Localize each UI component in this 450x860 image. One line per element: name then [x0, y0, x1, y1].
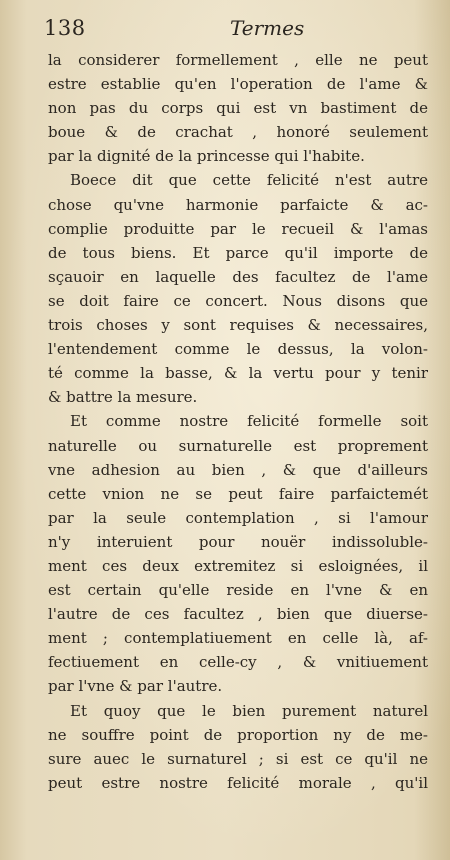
text-line: la considerer formellement , elle ne peut [48, 51, 428, 69]
text-line: trois choses y sont requises & necessaires, [48, 316, 428, 335]
text-line: de tous biens. Et parce qu'il importe de [48, 243, 428, 262]
text-line: par la seule contemplation , si l'amour [48, 508, 428, 527]
body-text [48, 48, 428, 795]
text-line: boue & de crachat , honoré seulement [48, 123, 428, 142]
text-line: peut estre nostre felicité morale , qu'il [48, 773, 428, 792]
text-line: n'y interuient pour nouër indissoluble- [48, 532, 428, 551]
text-line: sure auec le surnaturel ; si est ce qu'il ne [48, 749, 428, 768]
text-line: non pas du corps qui est vn bastiment de [48, 99, 428, 118]
text-line: Et quoy que le bien purement naturel [70, 701, 428, 720]
text-line: Et comme nostre felicité formelle soit [70, 412, 428, 431]
page-number: 138 [44, 16, 86, 40]
text-line: té comme la basse, & la vertu pour y tenir [48, 364, 428, 383]
text-line: naturelle ou surnaturelle est proprement [48, 436, 428, 455]
text-line: estre establie qu'en l'operation de l'ame & [48, 75, 428, 94]
text-line: ment ces deux extremitez si esloignées, il [48, 556, 428, 575]
text-line: vne adhesion au bien , & que d'ailleurs [48, 460, 428, 479]
running-title: Termes [230, 16, 305, 40]
text-line: sçauoir en laquelle des facultez de l'ame [48, 267, 428, 286]
text-line: se doit faire ce concert. Nous disons que [48, 291, 428, 310]
text-line: complie produitte par le recueil & l'amas [48, 219, 428, 238]
text-line: l'autre de ces facultez , bien que diuerse- [48, 605, 428, 624]
text-line: par l'vne & par l'autre. [48, 677, 223, 696]
text-line: par la dignité de la princesse qui l'habite. [48, 147, 365, 166]
text-line: & battre la mesure. [48, 388, 198, 407]
text-line: est certain qu'elle reside en l'vne & en [48, 581, 428, 600]
text-line: chose qu'vne harmonie parfaicte & ac- [48, 195, 428, 214]
text-line: Boece dit que cette felicité n'est autre [70, 171, 428, 190]
text-line: l'entendement comme le dessus, la volon- [48, 340, 428, 359]
text-line: ment ; contemplatiuement en celle là, af- [48, 629, 428, 648]
text-line: cette vnion ne se peut faire parfaictemét [48, 484, 428, 503]
text-line: ne souffre point de proportion ny de me- [48, 725, 428, 744]
text-line: fectiuement en celle-cy , & vnitiuement [48, 653, 428, 672]
